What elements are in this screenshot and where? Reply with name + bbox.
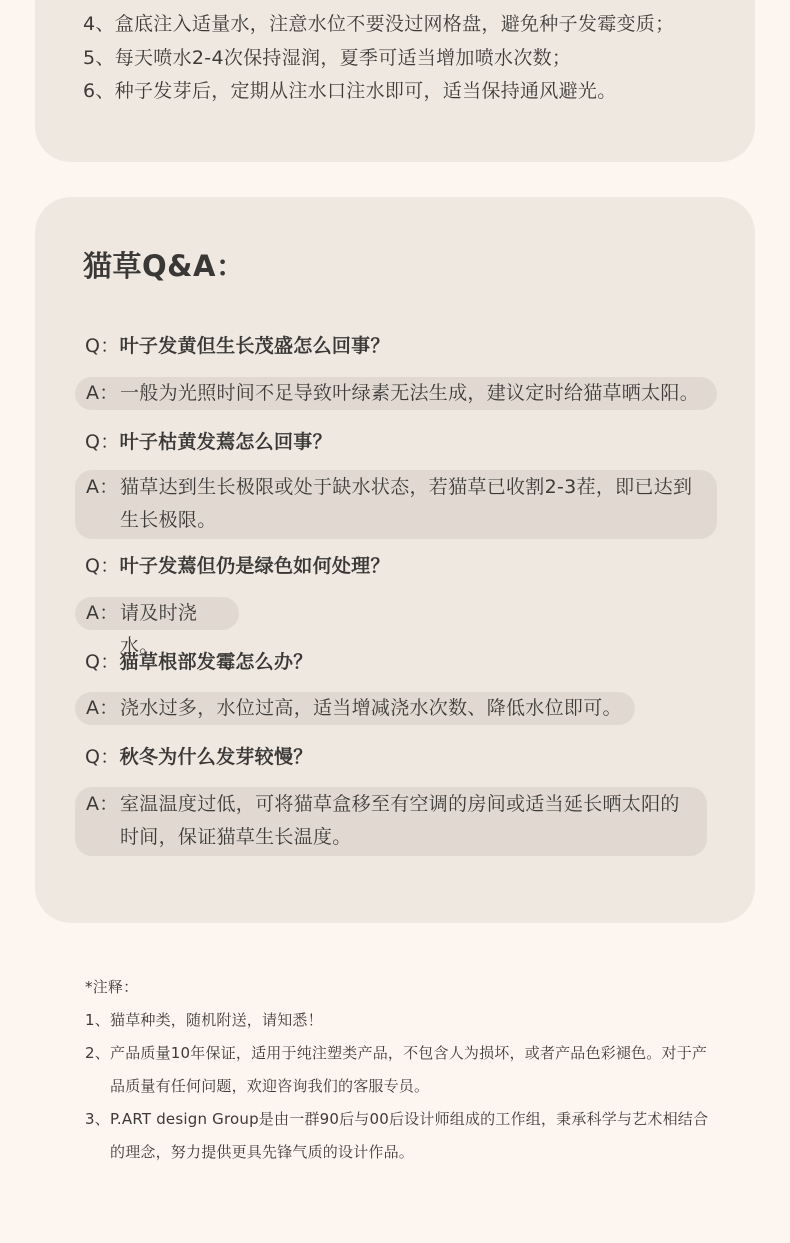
footnote-item [85, 1037, 710, 1103]
step-text: 每天喷水2-4次保持湿润，夏季可适当增加喷水次数； [114, 47, 572, 69]
question-prefix: Q： [85, 746, 120, 768]
question-text: 秋冬为什么发芽较慢？ [119, 746, 313, 768]
answer-prefix: A： [86, 476, 119, 498]
step-number: 5、 [83, 47, 115, 69]
question-text: 叶子发黄但生长茂盛怎么回事？ [119, 335, 390, 357]
question [85, 430, 332, 454]
footnote-number: 3、 [85, 1110, 110, 1128]
qa-card [35, 197, 755, 923]
question-prefix: Q： [85, 555, 120, 577]
question-prefix: Q： [85, 335, 120, 357]
footnote-number: 1、 [85, 1011, 110, 1029]
answer-bubble [75, 470, 717, 539]
step-item [83, 79, 617, 103]
answer-text: 室温温度过低，可将猫草盒移至有空调的房间或适当延长晒太阳的时间，保证猫草生长温度。 [120, 793, 680, 848]
answer-text: 猫草达到生长极限或处于缺水状态，若猫草已收割2-3茬，即已达到生长极限。 [120, 476, 693, 531]
answer-bubble [75, 597, 239, 657]
question-text: 叶子发蔫但仍是绿色如何处理？ [119, 555, 390, 577]
footnote-item [85, 1103, 710, 1169]
answer-text: 请及时浇水。 [120, 602, 198, 657]
footnote-text: 猫草种类，随机附送，请知悉！ [110, 1011, 323, 1029]
answer-prefix: A： [86, 382, 119, 404]
footnote-number: 2、 [85, 1044, 110, 1062]
step-text: 盒底注入适量水，注意水位不要没过网格盘，避免种子发霉变质； [114, 13, 675, 35]
footnote-text: P.ART design Group是由一群90后与00后设计师组成的工作组，秉承科学与艺术相结合的理念，努力提供更具先锋气质的设计作品。 [110, 1110, 709, 1161]
step-text: 种子发芽后，定期从注水口注水即可，适当保持通风避光。 [114, 80, 617, 102]
step-item [83, 12, 674, 36]
answer-prefix: A： [86, 793, 119, 815]
answer-bubble [75, 787, 707, 856]
question [85, 554, 390, 578]
answer-bubble [75, 692, 635, 725]
footnotes-title: *注释： [85, 978, 139, 996]
qa-title: 猫草Q&A： [83, 249, 246, 283]
footnote-item [85, 1004, 710, 1037]
question [85, 745, 313, 769]
question [85, 334, 390, 358]
step-number: 4、 [83, 13, 115, 35]
answer-text: 浇水过多，水位过高，适当增减浇水次数、降低水位即可。 [120, 697, 622, 719]
answer-prefix: A： [86, 697, 119, 719]
answer-prefix: A： [86, 602, 119, 624]
question [85, 650, 313, 674]
answer-text: 一般为光照时间不足导致叶绿素无法生成，建议定时给猫草晒太阳。 [120, 382, 700, 404]
planting-steps-card [35, 0, 755, 162]
question-text: 叶子枯黄发蔫怎么回事？ [119, 431, 332, 453]
step-item [83, 46, 571, 70]
footnote-text: 产品质量10年保证，适用于纯注塑类产品，不包含人为损坏，或者产品色彩褪色。对于产品质量有任何问题，欢迎咨询我们的客服专员。 [110, 1044, 708, 1095]
question-prefix: Q： [85, 431, 120, 453]
step-number: 6、 [83, 80, 115, 102]
answer-bubble [75, 377, 717, 410]
question-text: 猫草根部发霉怎么办？ [119, 651, 313, 673]
question-prefix: Q： [85, 651, 120, 673]
